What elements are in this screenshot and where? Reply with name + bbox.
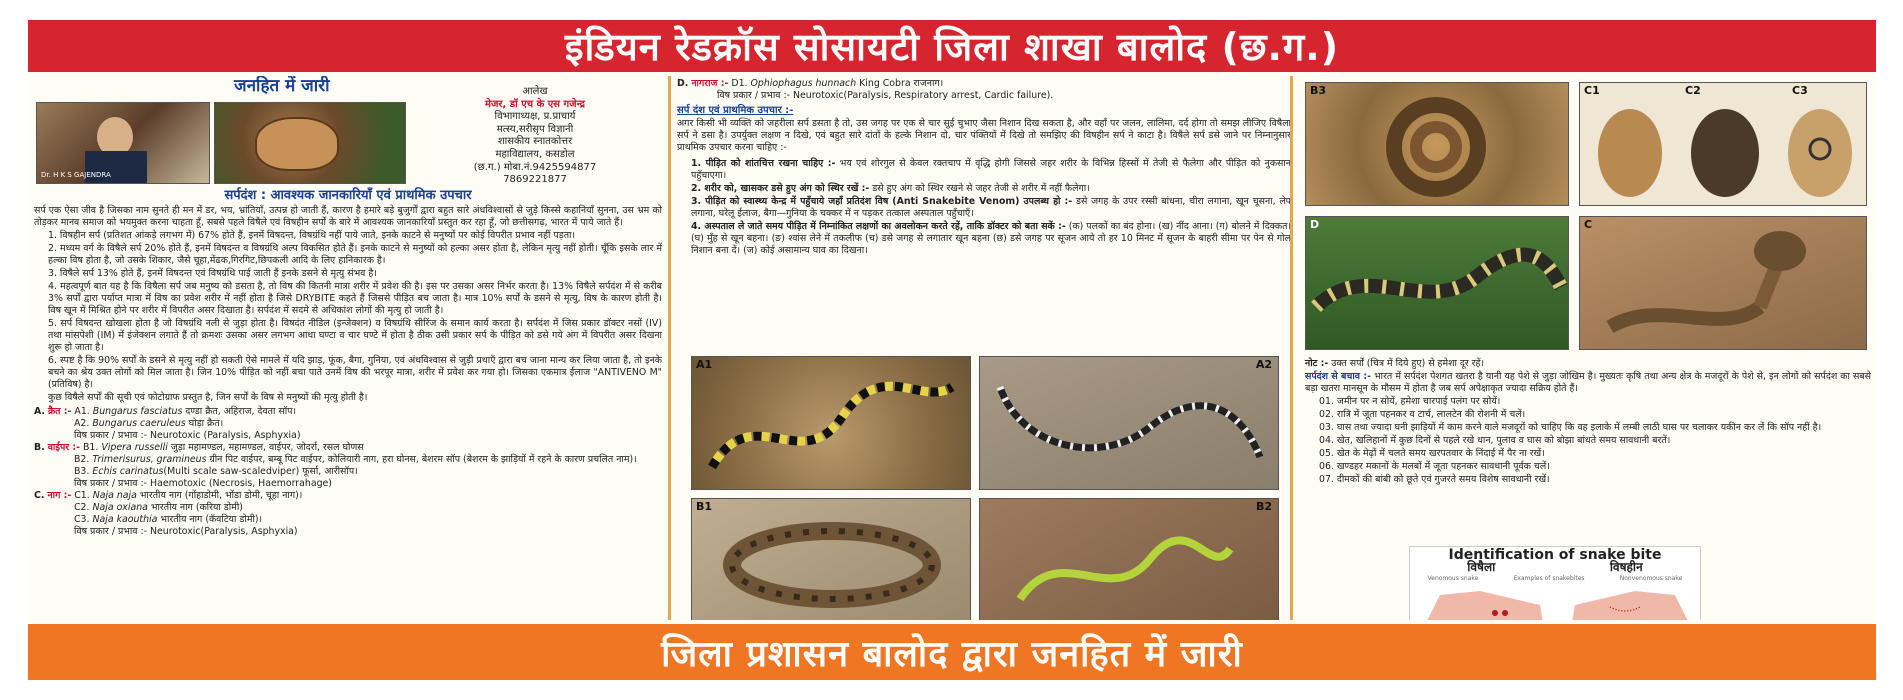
species-code: B3. bbox=[74, 466, 90, 477]
group-name: वाईपर :- bbox=[47, 442, 81, 453]
species-local: (Multi scale saw-scaledviper) फूर्सा, आरीसॉप। bbox=[163, 466, 358, 477]
group-letter: D. bbox=[677, 78, 689, 89]
fang-mark bbox=[1492, 610, 1498, 616]
photo-label: D bbox=[1310, 218, 1320, 231]
species-local: भारतीय नाग (गोंहाडोमी, भोंडा डोमी, चूहा नाग)। bbox=[136, 490, 303, 501]
venom-effect: विष प्रकार / प्रभाव :- Haemotoxic (Necrosis, Haemorrahage) bbox=[74, 478, 332, 489]
species-code: C2. bbox=[74, 502, 90, 513]
list-intro: कुछ विषैले सर्पों की सूची एवं फोटोग्राफ प्रस्तुत है, जिन सर्पों के विष से मनुष्यों की मृत्यु होती है। bbox=[48, 392, 368, 403]
author-block bbox=[34, 76, 662, 186]
species-local: King Cobra राजनाग। bbox=[856, 78, 944, 89]
note-label: नोट :- bbox=[1305, 358, 1329, 369]
info-point: 6. स्पष्ट है कि 90% सर्पों के डसने से मृत्यु नहीं हो सकती ऐसे मामले में यदि झाड़, फूंक, बैगा, गुनिया, एवं अंधविश्वास से जुड़ी प्रथाएँ द्वारा बच जाना मान्य कर लिया जाता है, तो इनके बचने का श्रेय उक्त लोगों को मिल जाता है। जिन 10% पीड़ित को नहीं बचा पाते उनमें विष की भरपूर मात्रा, शरीर में प्रवेश कर गया हो। जिसका एकमात्र ईलाज "ANTIVENO M" (प्रतिविष) है। bbox=[48, 355, 662, 390]
species-code: C1. bbox=[74, 490, 90, 501]
prevention-tip: 02. रात्रि में जूता पहनकर व टार्च, लालटेन की रोशनी में चलें। bbox=[1319, 409, 1526, 420]
header-banner bbox=[28, 20, 1876, 72]
snake-a1-drawing bbox=[692, 357, 970, 489]
photo-label: B3 bbox=[1310, 84, 1327, 97]
nonvenomous-label: विषहीन bbox=[1609, 560, 1643, 574]
species-sci: Trimerisurus, gramineus bbox=[92, 454, 207, 465]
identification-sublabels bbox=[1410, 573, 1700, 585]
step-text: डसे जगह के उपर रस्सी बांधना, चीरा लगाना, खून चूसना, लेप लगाना, घरेलू ईलाज, बैगा—गुनिया के चक्कर में न पड़कर तत्काल अस्पताल पहुँचाएँ। bbox=[691, 196, 1291, 219]
prevention-text: भारत में सर्पदंश पेशगत खतरा है यानी यह पेशे से जुड़ा जोखिम है। मुख्यतः कृषि तथा अन्य क्षेत्र के मजदूरों के पेशे से, इन लोगों को सर्पदंश का सबसे बड़ा खतरा मानसून के मौसम में होता है जब सर्प अपेक्षाकृत ज्यादा सक्रिय होते हैं। bbox=[1305, 371, 1871, 394]
group-name: नाग :- bbox=[47, 490, 72, 501]
species-code: A1. bbox=[74, 406, 90, 417]
author-line: 7869221877 bbox=[503, 174, 567, 186]
species-sci: Naja oxiana bbox=[92, 502, 148, 513]
photo-label: C2 bbox=[1685, 84, 1701, 97]
venomous-en: Venomous snake bbox=[1427, 575, 1479, 582]
photo-d bbox=[1305, 216, 1569, 350]
column-1 bbox=[34, 76, 662, 620]
snake-d-drawing bbox=[1306, 217, 1568, 349]
photo-c bbox=[1579, 216, 1867, 350]
identification-box bbox=[1409, 546, 1701, 620]
footer-title: जिला प्रशासन बालोद द्वारा जनहित में जारी bbox=[661, 633, 1243, 675]
species-local: भारतीय नाग (कॅवटिया डोमी)। bbox=[157, 514, 263, 525]
snake-group-a bbox=[34, 406, 662, 442]
step-title: 1. पीड़ित को शांतचित्त रखना चाहिए :- bbox=[691, 158, 836, 169]
firstaid-heading: सर्प दंश एवं प्राथमिक उपचार :- bbox=[677, 105, 794, 116]
firstaid-step bbox=[677, 221, 1291, 257]
info-point: 2. मध्यम वर्ग के विषैले सर्प 20% होते हैं, इनमें विषदन्त व विषग्रंथि अल्प विकसित होते हैं। इनके काटने से मनुष्यों को हल्का असर होता है, लेकिन मृत्यु नहीं होती। चूँकि इसके लार में हल्का विष होता है, जो उसके शिकार, जैसे चूहा,मेंढक,गिरगिट,छिपकली आदि के लिए हानिकारक है। bbox=[48, 243, 662, 266]
prevention-tip: 06. खण्डहर मकानों के मलबों में जूता पहनकर सावधानी पूर्वक चलें। bbox=[1319, 461, 1550, 472]
header-title: इंडियन रेडक्रॉस सोसायटी जिला शाखा बालोद (छ.ग.) bbox=[564, 25, 1340, 69]
author-line: महाविद्यालय, कसडोल bbox=[495, 148, 575, 160]
photo-label: A1 bbox=[696, 358, 713, 371]
species-sci: Naja kaouthia bbox=[92, 514, 158, 525]
prevention-tip: 07. दीमकों की बांबी को छूते एवं गुजरते समय विशेष सावधानी रखें। bbox=[1319, 474, 1550, 485]
cobra-hood-shape bbox=[255, 117, 339, 171]
venom-effect: विष प्रकार / प्रभाव :- Neurotoxic (Paralysis, Asphyxia) bbox=[74, 430, 301, 441]
column-3 bbox=[1290, 76, 1879, 620]
author-details bbox=[412, 86, 658, 187]
snake-b3-drawing bbox=[1306, 83, 1568, 205]
author-photo bbox=[36, 102, 210, 184]
species-local: ग्रीन पिट वाईपर, बम्बू पिट वाईपर, कोलियारी नाग, हरा घोनस, बेशरम सॉप (बेशरम के झाड़ियों में रहने के कारण प्रचलित नाम)। bbox=[206, 454, 637, 465]
photo-b3 bbox=[1305, 82, 1569, 206]
cobra-c-drawing bbox=[1580, 217, 1866, 349]
author-line: विभागाध्यक्ष, प्र.प्राचार्य bbox=[494, 111, 576, 123]
cobra-hoods-drawing bbox=[1580, 83, 1866, 205]
firstaid-intro: अगर किसी भी व्यक्ति को जहरीला सर्प डसता है तो, उस जगह पर एक से चार सुई चुभाए जैसा निशान दिख सकता है, और वहाँ पर जलन, लालिमा, दर्द होगा तो समझ लीजिए विषैला सर्प ने डसा है। उपर्युक्त लक्षण न दिखे, एवं बहुत सारे दांतों के हल्के निशान दो, चार पंक्तियों में दिखे तो समझिए की विषहीन सर्प ने काटा है। विषैले सर्प डसे जाने पर निम्नानुसार प्राथमिक उपचार करना चाहिए :- bbox=[677, 118, 1291, 153]
group-name: नागराज :- bbox=[691, 78, 729, 89]
snake-a2-drawing bbox=[980, 357, 1278, 489]
snake-b1-drawing bbox=[692, 499, 970, 620]
species-local: दण्डा क्रैत, अहिराज, देवता सॉप। bbox=[182, 406, 297, 417]
prevention-tip: 03. घास तथा ज्यादा घनी झाड़ियों में काम करने वाले मजदूरों को चाहिए कि वह इलाके में लम्बी लाठी घास पर चलाकर यकीन कर लें कि सॉप नहीं है। bbox=[1319, 422, 1822, 433]
species-local: भारतीय नाग (करिया डोमी) bbox=[147, 502, 243, 513]
species-sci: Bungarus caeruleus bbox=[92, 418, 186, 429]
prevention-tip: 05. खेत के मेढ़ों में चलते समय खरपतवार के निंदाई में पैर ना रखें। bbox=[1319, 448, 1545, 459]
photo-c-hoods bbox=[1579, 82, 1867, 206]
snake-b2-drawing bbox=[980, 499, 1278, 620]
photo-label: C bbox=[1584, 218, 1593, 231]
species-sci: Echis carinatus bbox=[92, 466, 164, 477]
species-local: घोड़ा क्रैत। bbox=[185, 418, 224, 429]
photo-a1 bbox=[691, 356, 971, 490]
poster bbox=[28, 20, 1876, 680]
snake-group-d bbox=[677, 78, 1291, 102]
step-title: 2. शरीर को, खासकर डसे हुए अंग को स्थिर रखें :- bbox=[691, 183, 870, 194]
examples-label: Examples of snakebites bbox=[1513, 575, 1585, 582]
venom-effect: विष प्रकार / प्रभाव :- Neurotoxic(Paralysis, Asphyxia) bbox=[74, 526, 298, 537]
footer-banner bbox=[28, 624, 1876, 680]
species-sci: Vipera russelli bbox=[101, 442, 168, 453]
photo-a2 bbox=[979, 356, 1279, 490]
photo-label: C1 bbox=[1584, 84, 1600, 97]
janhit-heading: जनहित में जारी bbox=[234, 76, 330, 96]
group-letter: B. bbox=[34, 442, 45, 453]
group-letter: A. bbox=[34, 406, 45, 417]
snake-group-c bbox=[34, 490, 662, 538]
column-2 bbox=[668, 76, 1291, 620]
species-code: B1. bbox=[83, 442, 99, 453]
species-local: जुड़ा महामण्डल, महामण्डल, वाईपर, जोदर्रा, रसल घोणस bbox=[167, 442, 364, 453]
step-title: 3. पीड़ित को स्वास्थ्य केन्द्र में पहुँचाये जहाँ प्रतिदंश विष (Anti Snakebite Venom) उपलब्ध हो :- bbox=[691, 196, 1073, 207]
step-title: 4. अस्पताल ले जाते समय पीड़ित में निम्नांकित लक्षणों का अवलोकन करते रहें, ताकि डॉक्टर को बता सकें :- bbox=[691, 221, 1066, 232]
group-letter: C. bbox=[34, 490, 45, 501]
step-text: (क) पलकों का बंद होना। (ख) नींद आना। (ग) बोलने में दिक्कत।(घ) मुँह से खून बहना। (ङ) श्वांस लेने में तकलीफ (च) डसे जगह से लगातार खून बहना (छ) डसे जगह पर सूजन आये तो हर 10 मिनट में सूजन के बाहरी सीमा पर पेन से गोल निशान बना दें। (ज) कोई असामान्य घाव का दिखना। bbox=[691, 221, 1291, 256]
species-sci: Ophiophagus hunnach bbox=[750, 78, 857, 89]
species-code: B2. bbox=[74, 454, 90, 465]
species-code: D1. bbox=[731, 78, 748, 89]
info-point: 4. महत्वपूर्ण बात यह है कि विषैला सर्प जब मनुष्य को डसता है, तो विष की कितनी मात्रा शरीर में प्रवेश की है। इस पर उसका असर निर्भर करता है। 13% विषैले सर्पदंश में से करीब 3% सर्पों द्वारा पर्याप्त मात्रा में विष का प्रवेश शरीर में नहीं होता है जिसे DRYBITE कहते हैं जिससे पीड़ित बच जाता है। मात्र 10% सर्पों के डसने से मृत्यु, विष के कारण होती है। विष खून में मिश्रित होने पर शरीर में विपरीत असर दिखाता है। सर्पदंश में सदमे से अधिकांश लोगों की मृत्यु हो जाती है। bbox=[48, 281, 662, 316]
intro-paragraph: सर्प एक ऐसा जीव है जिसका नाम सुनते ही मन में डर, भय, भ्रांतियाँ, उत्पन्न हो जाती हैं, कारण है हमारे बड़े बुजुर्गों द्वारा बहुत सारे अंधविश्वासों से जुड़े किस्से कहानियाँ सुनना, उस भ्रम को तोड़कर मानव समाज को भयमुक्त करना चाहता हूँ, सबसे पहले विषैले एवं विषहीन सर्पों के बारे में आवश्यक जानकारियाँ प्रस्तुत कर रहा हूँ, जो छत्तीसगढ़, भारत में पाये जाते हैं। bbox=[34, 205, 662, 228]
prevention-tip: 01. जमीन पर न सोयें, हमेशा चारपाई पलंग पर सोयें। bbox=[1319, 396, 1501, 407]
author-line: शासकीय स्नातकोत्तर bbox=[497, 136, 573, 148]
prevention-tip: 04. खेत, खलिहानों में कुछ दिनों से पहले रखे धान, पुलाव व घास को बोझा बांधते समय सावधानी बरतें। bbox=[1319, 435, 1671, 446]
author-line: मत्स्य,सरीसृप विज्ञानी bbox=[496, 123, 574, 135]
venom-effect: विष प्रकार / प्रभाव :- Neurotoxic(Paralysis, Respiratory arrest, Cardic failure). bbox=[717, 90, 1054, 101]
author-name: मेजर, डॉ एच के एस गजेन्द्र bbox=[485, 98, 585, 110]
species-sci: Bungarus fasciatus bbox=[92, 406, 183, 417]
fang-mark bbox=[1502, 610, 1508, 616]
identification-title: Identification of snake bite bbox=[1448, 547, 1662, 563]
author-line: (छ.ग.) मोबा.नं.9425594877 bbox=[473, 161, 597, 173]
firstaid-step bbox=[677, 183, 1291, 195]
photo-caption: Dr. H K S GAJENDRA bbox=[41, 171, 111, 179]
cobra-hood-photo bbox=[214, 102, 406, 184]
hands-drawing bbox=[1410, 585, 1700, 620]
info-point: 1. विषहीन सर्प (प्रतिशत आंकड़े लगभग में) 67% होते हैं, इनमें विषदन्त, विषग्रंथि नहीं पाये जाते, इनके काटने से मनुष्यों पर कोई विपरीत प्रभाव नहीं पड़ता। bbox=[48, 230, 576, 241]
photo-b2 bbox=[979, 498, 1279, 620]
venomous-label: विषैला bbox=[1467, 560, 1496, 574]
step-text: भय एवं शोरगुल से केवल रक्तचाप में वृद्धि होगी जिससे जहर शरीर के विभिन्न हिस्सों में तेजी से फैलेगा और पीड़ित को नुकसान पहुँचाएगा। bbox=[691, 158, 1291, 181]
photo-label: C3 bbox=[1792, 84, 1808, 97]
photo-label: B2 bbox=[1255, 500, 1272, 513]
species-code: A2. bbox=[74, 418, 90, 429]
photo-b1 bbox=[691, 498, 971, 620]
nonvenomous-en: Nonvenomous snake bbox=[1619, 575, 1683, 582]
group-name: क्रैत :- bbox=[47, 406, 72, 417]
prevention-label: सर्पदंश से बचाव :- bbox=[1305, 371, 1371, 382]
snake-group-b bbox=[34, 442, 662, 490]
species-code: C3. bbox=[74, 514, 90, 525]
step-text: डसे हुए अंग को स्थिर रखने से जहर तेजी से शरीर में नहीं फैलेगा। bbox=[869, 183, 1090, 194]
col1-heading: सर्पदंश : आवश्यक जानकारियाँ एवं प्राथमिक उपचार bbox=[224, 188, 472, 203]
firstaid-step bbox=[677, 158, 1291, 182]
note-text: उक्त सर्पों (चित्र में दिये हुए) से हमेशा दूर रहें। bbox=[1328, 358, 1485, 369]
photo-label: B1 bbox=[696, 500, 713, 513]
prevention-block bbox=[1305, 358, 1871, 487]
species-sci: Naja naja bbox=[92, 490, 137, 501]
photo-label: A2 bbox=[1255, 358, 1272, 371]
info-point: 3. विषैले सर्प 13% होते हैं, इनमें विषदन्त एवं विषग्रंथि पाई जाती हैं इनके डसने से मृत्यु संभव है। bbox=[48, 268, 377, 279]
aalekh-label: आलेख bbox=[522, 86, 548, 97]
firstaid-step bbox=[677, 196, 1291, 220]
info-point: 5. सर्प विषदन्त खोखला होता है जो विषग्रंथि नली से जुड़ा होता है। विषदंत नीडिल (इन्जेक्शन) व विषग्रंथि सीरिंज के समान कार्य करता है। सर्पदंश में जिस प्रकार डॉक्टर नसों (IV) तथा मांसपेशी (IM) में इंजेक्शन लगाते हैं तो क्रमशः उसका असर लगभग आधा घण्टा व चार घण्टे में होता है ठीक उसी प्रकार सर्प के पीड़ित को डसे गये अंग में विपरीत असर दिखना शुरू हो जाता है। bbox=[48, 318, 662, 353]
